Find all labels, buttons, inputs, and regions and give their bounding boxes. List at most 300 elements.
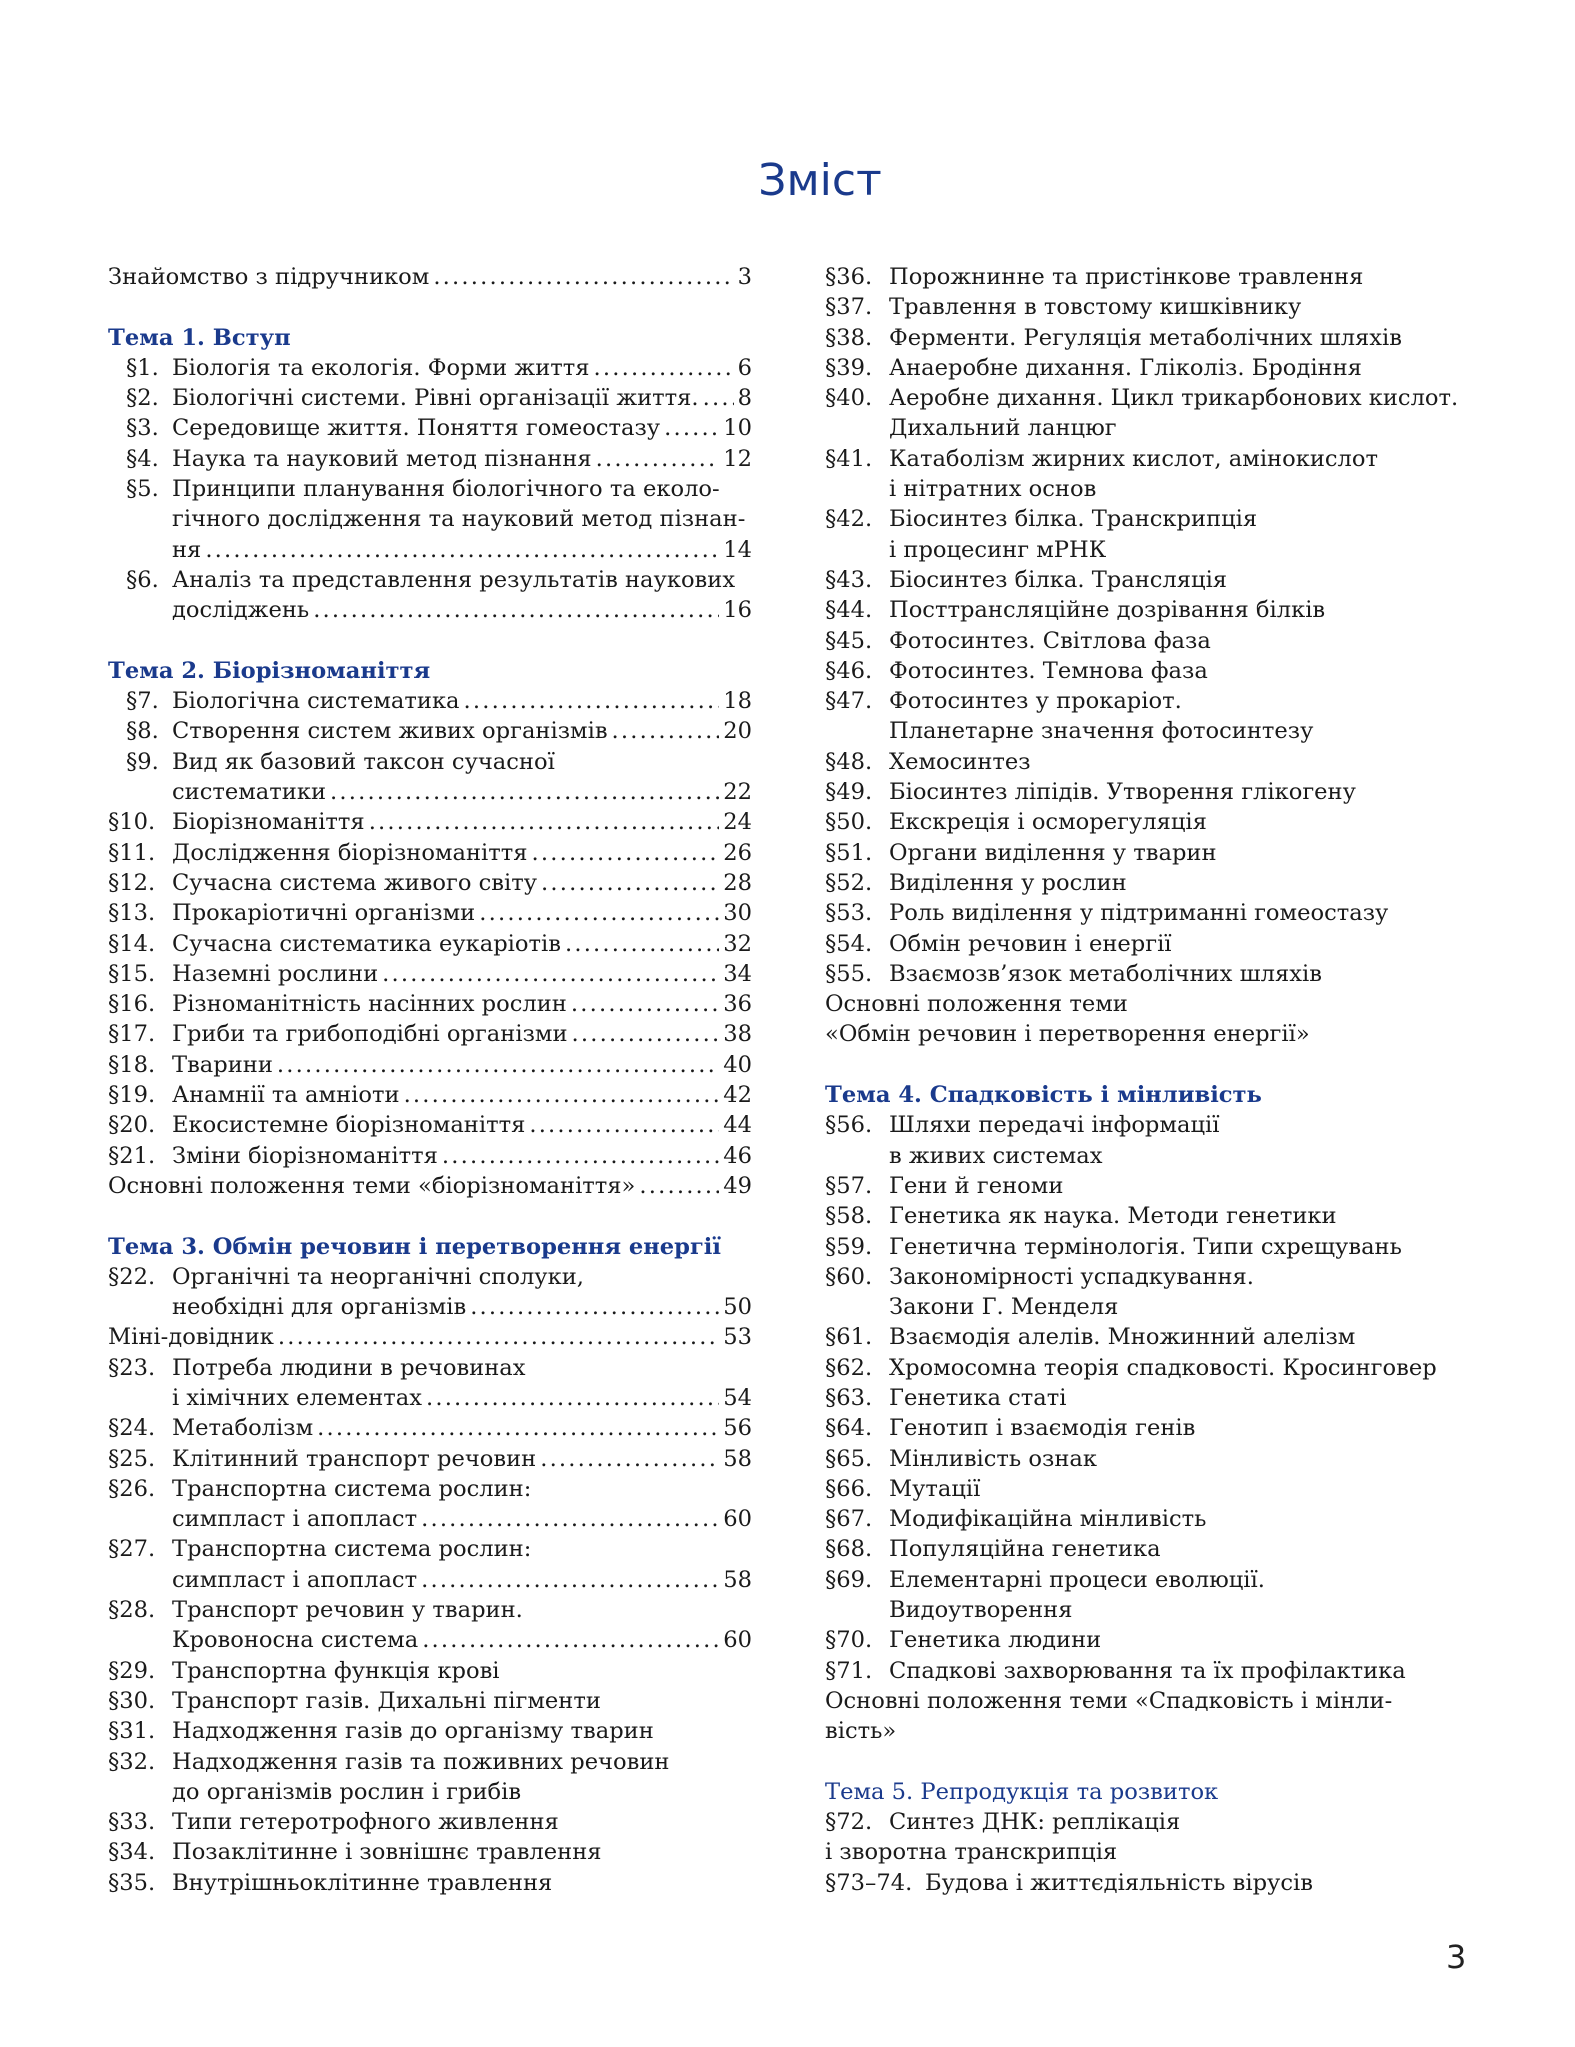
toc-entry <box>825 747 1485 777</box>
toc-entry-continuation <box>108 595 752 625</box>
entry-title: Фотосинтез. Темнова фаза <box>889 657 1208 684</box>
section-number: §6. <box>126 566 159 593</box>
toc-entry <box>108 565 752 595</box>
toc-entry <box>825 1110 1485 1140</box>
leader-dots <box>421 1504 719 1534</box>
toc-entry-continuation <box>108 777 752 807</box>
entry-title: Міні-довідник <box>108 1324 274 1351</box>
entry-title: Біосинтез білка. Транскрипція <box>889 506 1258 533</box>
entry-title: Дослідження біорізноманіття <box>172 839 528 866</box>
toc-entry <box>108 1868 752 1898</box>
section-number: §63. <box>825 1384 873 1411</box>
page-title: Зміст <box>758 155 882 206</box>
entry-title: Біорізноманіття <box>172 809 365 836</box>
section-number: §72. <box>825 1809 873 1836</box>
section-number: §1. <box>126 354 159 381</box>
summary-line: Основні положення теми <box>825 991 1128 1018</box>
entry-title: Внутрішньоклітинне травлення <box>172 1869 553 1896</box>
leader-dots <box>572 1019 720 1049</box>
section-number: §45. <box>825 627 873 654</box>
toc-entry <box>825 383 1485 413</box>
entry-title: Різноманітність насінних рослин <box>172 991 567 1018</box>
toc-entry <box>108 898 752 928</box>
entry-title: і хімічних елементах <box>172 1384 422 1411</box>
leader-dots <box>442 1141 719 1171</box>
toc-entry <box>825 1868 1485 1898</box>
entry-title: Створення систем живих організмів <box>172 718 608 745</box>
section-number: §46. <box>825 657 873 684</box>
summary-line: «Обмін речовин і перетворення енергії» <box>825 1021 1310 1048</box>
toc-entry <box>825 1504 1485 1534</box>
section-number: §42. <box>825 506 873 533</box>
toc-entry <box>108 716 752 746</box>
entry-title: Органи виділення у тварин <box>889 839 1217 866</box>
section-number: §37. <box>825 294 873 321</box>
toc-entry <box>108 444 752 474</box>
toc-entry <box>825 656 1485 686</box>
leader-dots <box>382 959 719 989</box>
entry-title: Елементарні процеси еволюції. <box>889 1566 1265 1593</box>
toc-entry <box>108 1262 752 1292</box>
entry-title: Фотосинтез. Світлова фаза <box>889 627 1211 654</box>
spacer <box>108 292 752 322</box>
section-number: §41. <box>825 445 873 472</box>
toc-entry <box>108 989 752 1019</box>
section-number: §14. <box>108 930 156 957</box>
section-number: §71. <box>825 1657 873 1684</box>
toc-entry <box>825 1322 1485 1352</box>
entry-title: Катаболізм жирних кислот, амінокислот <box>889 445 1379 472</box>
entry-title: Біосинтез ліпідів. Утворення глікогену <box>889 779 1356 806</box>
leader-dots <box>540 1444 719 1474</box>
section-number: §69. <box>825 1566 873 1593</box>
toc-entry <box>825 1232 1485 1262</box>
entry-title: Анамнії та амніоти <box>172 1082 400 1109</box>
entry-title: Спадкові захворювання та їх профілактика <box>889 1657 1406 1684</box>
section-number: §13. <box>108 900 156 927</box>
toc-entry-continuation <box>108 535 752 565</box>
topic-heading: Тема 1. Вступ <box>108 324 291 351</box>
toc-entry <box>108 1716 752 1746</box>
entry-page: 49 <box>723 1172 752 1199</box>
toc-entry <box>825 1413 1485 1443</box>
entry-page: 24 <box>723 809 752 836</box>
toc-entry <box>108 1413 752 1443</box>
toc-entry-continuation <box>825 716 1485 746</box>
entry-title: Взаємозв’язок метаболічних шляхів <box>889 960 1322 987</box>
toc-entry <box>825 504 1485 534</box>
section-number: §39. <box>825 354 873 381</box>
entry-page: 54 <box>723 1384 752 1411</box>
entry-title: Ферменти. Регуляція метаболічних шляхів <box>889 324 1402 351</box>
toc-entry <box>108 1534 752 1564</box>
toc-entry-continuation <box>108 1292 752 1322</box>
toc-entry <box>108 1141 752 1171</box>
toc-entry <box>825 868 1485 898</box>
toc-entry <box>825 565 1485 595</box>
entry-page: 6 <box>737 354 752 381</box>
entry-page: 3 <box>737 264 752 290</box>
entry-title: Виділення у рослин <box>889 869 1127 896</box>
summary-line: Основні положення теми «Спадковість і мінли- <box>825 1687 1393 1714</box>
entry-title: Мінливість ознак <box>889 1445 1097 1472</box>
entry-page: 44 <box>723 1112 752 1139</box>
entry-title: ня <box>172 536 202 563</box>
toc-entry <box>108 868 752 898</box>
section-number: §70. <box>825 1627 873 1654</box>
toc-entry <box>825 838 1485 868</box>
toc-entry <box>108 413 752 443</box>
toc-entry <box>825 1171 1485 1201</box>
leader-dots <box>571 989 719 1019</box>
toc-entry <box>825 929 1485 959</box>
entry-title: Потреба людини в речовинах <box>172 1354 526 1381</box>
entry-page: 42 <box>723 1082 752 1109</box>
topic-heading: Тема 4. Спадковість і мінливість <box>825 1082 1262 1109</box>
section-number: §54. <box>825 930 873 957</box>
section-number: §35. <box>108 1869 156 1896</box>
entry-page: 46 <box>723 1142 752 1169</box>
entry-page: 16 <box>723 597 752 624</box>
section-number: §3. <box>126 415 159 442</box>
entry-title: Середовище життя. Поняття гомеостазу <box>172 415 661 442</box>
section-number: §30. <box>108 1687 156 1714</box>
toc-entry <box>825 1656 1485 1686</box>
entry-title: Обмін речовин і енергії <box>889 930 1172 957</box>
entry-title: Транспортна система рослин: <box>172 1475 532 1502</box>
toc-entry-continuation <box>108 1777 752 1807</box>
entry-title: Генетика як наука. Методи генетики <box>889 1203 1337 1230</box>
section-number: §44. <box>825 597 873 624</box>
entry-title: Знайомство з підручником <box>108 264 430 290</box>
toc-entry <box>825 262 1485 292</box>
toc-entry <box>108 959 752 989</box>
leader-dots <box>278 1322 719 1352</box>
section-number: §10. <box>108 809 156 836</box>
section-number: §66. <box>825 1475 873 1502</box>
toc-entry <box>108 262 752 292</box>
toc-entry <box>108 686 752 716</box>
section-number: §27. <box>108 1536 156 1563</box>
section-number: §60. <box>825 1263 873 1290</box>
entry-page: 56 <box>723 1415 752 1442</box>
topic-heading: Тема 2. Біорізноманіття <box>108 657 431 684</box>
toc-entry <box>108 929 752 959</box>
leader-dots <box>404 1080 720 1110</box>
entry-page: 50 <box>723 1294 752 1321</box>
spacer <box>108 626 752 656</box>
toc-entry <box>825 959 1485 989</box>
leader-dots <box>433 262 733 292</box>
entry-title: Хемосинтез <box>889 748 1031 775</box>
toc-entry <box>108 474 752 504</box>
toc-entry <box>108 1444 752 1474</box>
entry-title: Зміни біорізноманіття <box>172 1142 438 1169</box>
entry-page: 34 <box>723 960 752 987</box>
toc-entry-continuation <box>825 413 1485 443</box>
entry-page: 10 <box>723 415 752 442</box>
toc-entry-continuation <box>825 1141 1485 1171</box>
entry-title: Екосистемне біорізноманіття <box>172 1112 526 1139</box>
section-number: §5. <box>126 476 159 503</box>
toc-entry <box>825 1353 1485 1383</box>
entry-title: Надходження газів та поживних речовин <box>172 1748 670 1775</box>
toc-entry <box>825 353 1485 383</box>
entry-title: Транспортна функція крові <box>172 1657 500 1684</box>
toc-entry <box>825 777 1485 807</box>
leader-dots <box>479 898 719 928</box>
spacer <box>108 1201 752 1231</box>
toc-entry <box>825 323 1485 353</box>
toc-entry <box>108 807 752 837</box>
entry-title: Травлення в товстому кишківнику <box>889 294 1302 321</box>
toc-entry <box>108 1322 752 1352</box>
entry-title: досліджень <box>172 597 310 624</box>
toc-entry <box>108 1837 752 1867</box>
leader-dots <box>612 716 720 746</box>
entry-title: Сучасна систематика еукаріотів <box>172 930 561 957</box>
entry-title: Мутації <box>889 1475 981 1502</box>
entry-page: 36 <box>723 991 752 1018</box>
leader-dots <box>369 807 720 837</box>
entry-page: 22 <box>723 779 752 806</box>
entry-title: Метаболізм <box>172 1415 314 1442</box>
entry-title: систематики <box>172 779 327 806</box>
section-number: §58. <box>825 1203 873 1230</box>
section-number: §16. <box>108 991 156 1018</box>
leader-dots <box>422 1625 719 1655</box>
toc-entry-continuation <box>108 1383 752 1413</box>
entry-page: 12 <box>723 445 752 472</box>
entry-title: Наземні рослини <box>172 960 379 987</box>
entry-title: Модифікаційна мінливість <box>889 1506 1207 1533</box>
entry-page: 32 <box>723 930 752 957</box>
section-number: §7. <box>126 688 159 715</box>
entry-title: і процесинг мРНК <box>889 536 1107 563</box>
entry-title: Типи гетеротрофного живлення <box>172 1809 559 1836</box>
leader-dots <box>464 686 720 716</box>
section-number: §2. <box>126 385 159 412</box>
entry-title: Синтез ДНК: реплікація <box>889 1809 1181 1836</box>
spacer <box>825 1050 1485 1080</box>
section-number: §28. <box>108 1597 156 1624</box>
entry-title: Біологічна систематика <box>172 688 460 715</box>
section-number: §43. <box>825 566 873 593</box>
toc-entry <box>108 1656 752 1686</box>
section-number: §49. <box>825 779 873 806</box>
section-number: §65. <box>825 1445 873 1472</box>
entry-title: Посттрансляційне дозрівання білків <box>889 597 1326 624</box>
entry-title: Гриби та грибоподібні організми <box>172 1021 568 1048</box>
entry-page: 60 <box>723 1506 752 1533</box>
section-number: §68. <box>825 1536 873 1563</box>
toc-entry <box>108 1747 752 1777</box>
section-number: §11. <box>108 839 156 866</box>
entry-title: Сучасна система живого світу <box>172 869 537 896</box>
section-number: §55. <box>825 960 873 987</box>
entry-title: Шляхи передачі інформації <box>889 1112 1220 1139</box>
entry-title: Планетарне значення фотосинтезу <box>889 718 1314 745</box>
section-number: §18. <box>108 1051 156 1078</box>
toc-entry <box>825 444 1485 474</box>
entry-title: Закономірності успадкування. <box>889 1263 1254 1290</box>
entry-title: Наука та науковий метод пізнання <box>172 445 592 472</box>
entry-title: Транспорт газів. Дихальні пігменти <box>172 1687 601 1714</box>
section-number: §32. <box>108 1748 156 1775</box>
section-number: §22. <box>108 1263 156 1290</box>
leader-dots <box>639 1171 719 1201</box>
entry-page: 38 <box>723 1021 752 1048</box>
entry-title: Порожнинне та пристінкове травлення <box>889 264 1364 290</box>
toc-entry <box>825 1625 1485 1655</box>
entry-title: необхідні для організмів <box>172 1294 467 1321</box>
entry-title: Органічні та неорганічні сполуки, <box>172 1263 584 1290</box>
section-number: §25. <box>108 1445 156 1472</box>
entry-title: Біосинтез білка. Трансляція <box>889 566 1228 593</box>
leader-dots <box>703 383 734 413</box>
section-number: §33. <box>108 1809 156 1836</box>
section-number: §8. <box>126 718 159 745</box>
section-number: §50. <box>825 809 873 836</box>
section-number: §56. <box>825 1112 873 1139</box>
toc-entry <box>108 1171 752 1201</box>
entry-title: Взаємодія алелів. Множинний алелізм <box>889 1324 1356 1351</box>
topic-heading: Тема 3. Обмін речовин і перетворення енергії <box>108 1233 721 1260</box>
toc-entry-continuation <box>825 474 1485 504</box>
entry-title: Закони Г. Менделя <box>889 1294 1119 1321</box>
section-number: §31. <box>108 1718 156 1745</box>
toc-entry-continuation: і зворотна транскрипція <box>825 1839 1118 1866</box>
toc-entry <box>825 1444 1485 1474</box>
entry-title: до організмів рослин і грибів <box>172 1778 522 1805</box>
entry-page: 53 <box>723 1324 752 1351</box>
section-number: §24. <box>108 1415 156 1442</box>
entry-page: 40 <box>723 1051 752 1078</box>
toc-entry <box>825 1534 1485 1564</box>
toc-entry <box>825 1262 1485 1292</box>
entry-title: Вид як базовий таксон сучасної <box>172 748 555 775</box>
section-number: §51. <box>825 839 873 866</box>
section-number: §19. <box>108 1082 156 1109</box>
toc-entry <box>108 1080 752 1110</box>
section-number: §12. <box>108 869 156 896</box>
section-number: §21. <box>108 1142 156 1169</box>
toc-entry <box>108 1595 752 1625</box>
section-number: §15. <box>108 960 156 987</box>
entry-page: 14 <box>723 536 752 563</box>
entry-title: Транспортна система рослин: <box>172 1536 532 1563</box>
section-number: §53. <box>825 900 873 927</box>
entry-title: симпласт і апопласт <box>172 1506 418 1533</box>
entry-page: 26 <box>723 839 752 866</box>
toc-entry <box>825 686 1485 716</box>
toc-entry <box>108 1019 752 1049</box>
toc-entry <box>108 1807 752 1837</box>
toc-entry <box>825 1474 1485 1504</box>
section-number: §20. <box>108 1112 156 1139</box>
entry-title: Анаеробне дихання. Гліколіз. Бродіння <box>889 354 1362 381</box>
leader-dots <box>277 1050 719 1080</box>
section-number: §52. <box>825 869 873 896</box>
entry-title: Надходження газів до організму тварин <box>172 1718 654 1745</box>
topic-heading: Тема 5. Репродукція та розвиток <box>825 1778 1219 1805</box>
entry-title: Популяційна генетика <box>889 1536 1161 1563</box>
entry-title: Генотип і взаємодія генів <box>889 1415 1196 1442</box>
toc-entry <box>825 807 1485 837</box>
leader-dots <box>596 444 720 474</box>
section-number: §47. <box>825 688 873 715</box>
entry-page: 58 <box>723 1445 752 1472</box>
spacer <box>825 1747 1485 1777</box>
entry-page: 18 <box>723 688 752 715</box>
entry-title: Клітинний транспорт речовин <box>172 1445 537 1472</box>
entry-title: Будова і життєдіяльність вірусів <box>925 1869 1313 1896</box>
page-number: 3 <box>1446 1938 1467 1976</box>
section-number: §73–74. <box>825 1869 913 1896</box>
entry-title: симпласт і апопласт <box>172 1566 418 1593</box>
entry-page: 20 <box>723 718 752 745</box>
entry-page: 60 <box>723 1627 752 1654</box>
toc-entry <box>108 838 752 868</box>
entry-title: і нітратних основ <box>889 476 1097 503</box>
toc-entry-continuation <box>825 1595 1485 1625</box>
entry-title: Екскреція і осморегуляція <box>889 809 1207 836</box>
toc-left-column <box>108 262 752 1898</box>
entry-title: Транспорт речовин у тварин. <box>172 1597 523 1624</box>
section-number: §23. <box>108 1354 156 1381</box>
leader-dots <box>330 777 719 807</box>
section-number: §64. <box>825 1415 873 1442</box>
section-number: §36. <box>825 264 873 290</box>
section-number: §57. <box>825 1172 873 1199</box>
leader-dots <box>541 868 719 898</box>
entry-title: Аеробне дихання. Цикл трикарбонових кислот. <box>889 385 1459 412</box>
toc-entry <box>825 595 1485 625</box>
leader-dots <box>664 413 719 443</box>
leader-dots <box>205 535 719 565</box>
entry-title: Фотосинтез у прокаріот. <box>889 688 1182 715</box>
leader-dots <box>313 595 719 625</box>
section-number: §9. <box>126 748 159 775</box>
section-number: §17. <box>108 1021 156 1048</box>
section-number: §26. <box>108 1475 156 1502</box>
entry-title: Основні положення теми «біорізноманіття» <box>108 1172 636 1199</box>
entry-title: Генетична термінологія. Типи схрещувань <box>889 1233 1402 1260</box>
entry-title: Тварини <box>172 1051 273 1078</box>
entry-page: 28 <box>723 869 752 896</box>
section-number: §61. <box>825 1324 873 1351</box>
toc-entry-continuation <box>825 535 1485 565</box>
leader-dots <box>470 1292 719 1322</box>
entry-title: Позаклітинне і зовнішнє травлення <box>172 1839 602 1866</box>
entry-title: Генетика статі <box>889 1384 1067 1411</box>
toc-entry-continuation <box>108 1504 752 1534</box>
section-number: §48. <box>825 748 873 775</box>
toc-entry <box>108 1050 752 1080</box>
toc-entry <box>108 353 752 383</box>
entry-page: 58 <box>723 1566 752 1593</box>
toc-entry-continuation <box>108 504 752 534</box>
leader-dots <box>565 929 719 959</box>
toc-entry-continuation <box>825 1292 1485 1322</box>
leader-dots <box>529 1110 719 1140</box>
toc-entry <box>108 1686 752 1716</box>
toc-entry <box>108 747 752 777</box>
section-number: §40. <box>825 385 873 412</box>
toc-entry-continuation <box>108 1625 752 1655</box>
section-number: §38. <box>825 324 873 351</box>
entry-title: Хромосомна теорія спадковості. Кросинговер <box>889 1354 1437 1381</box>
